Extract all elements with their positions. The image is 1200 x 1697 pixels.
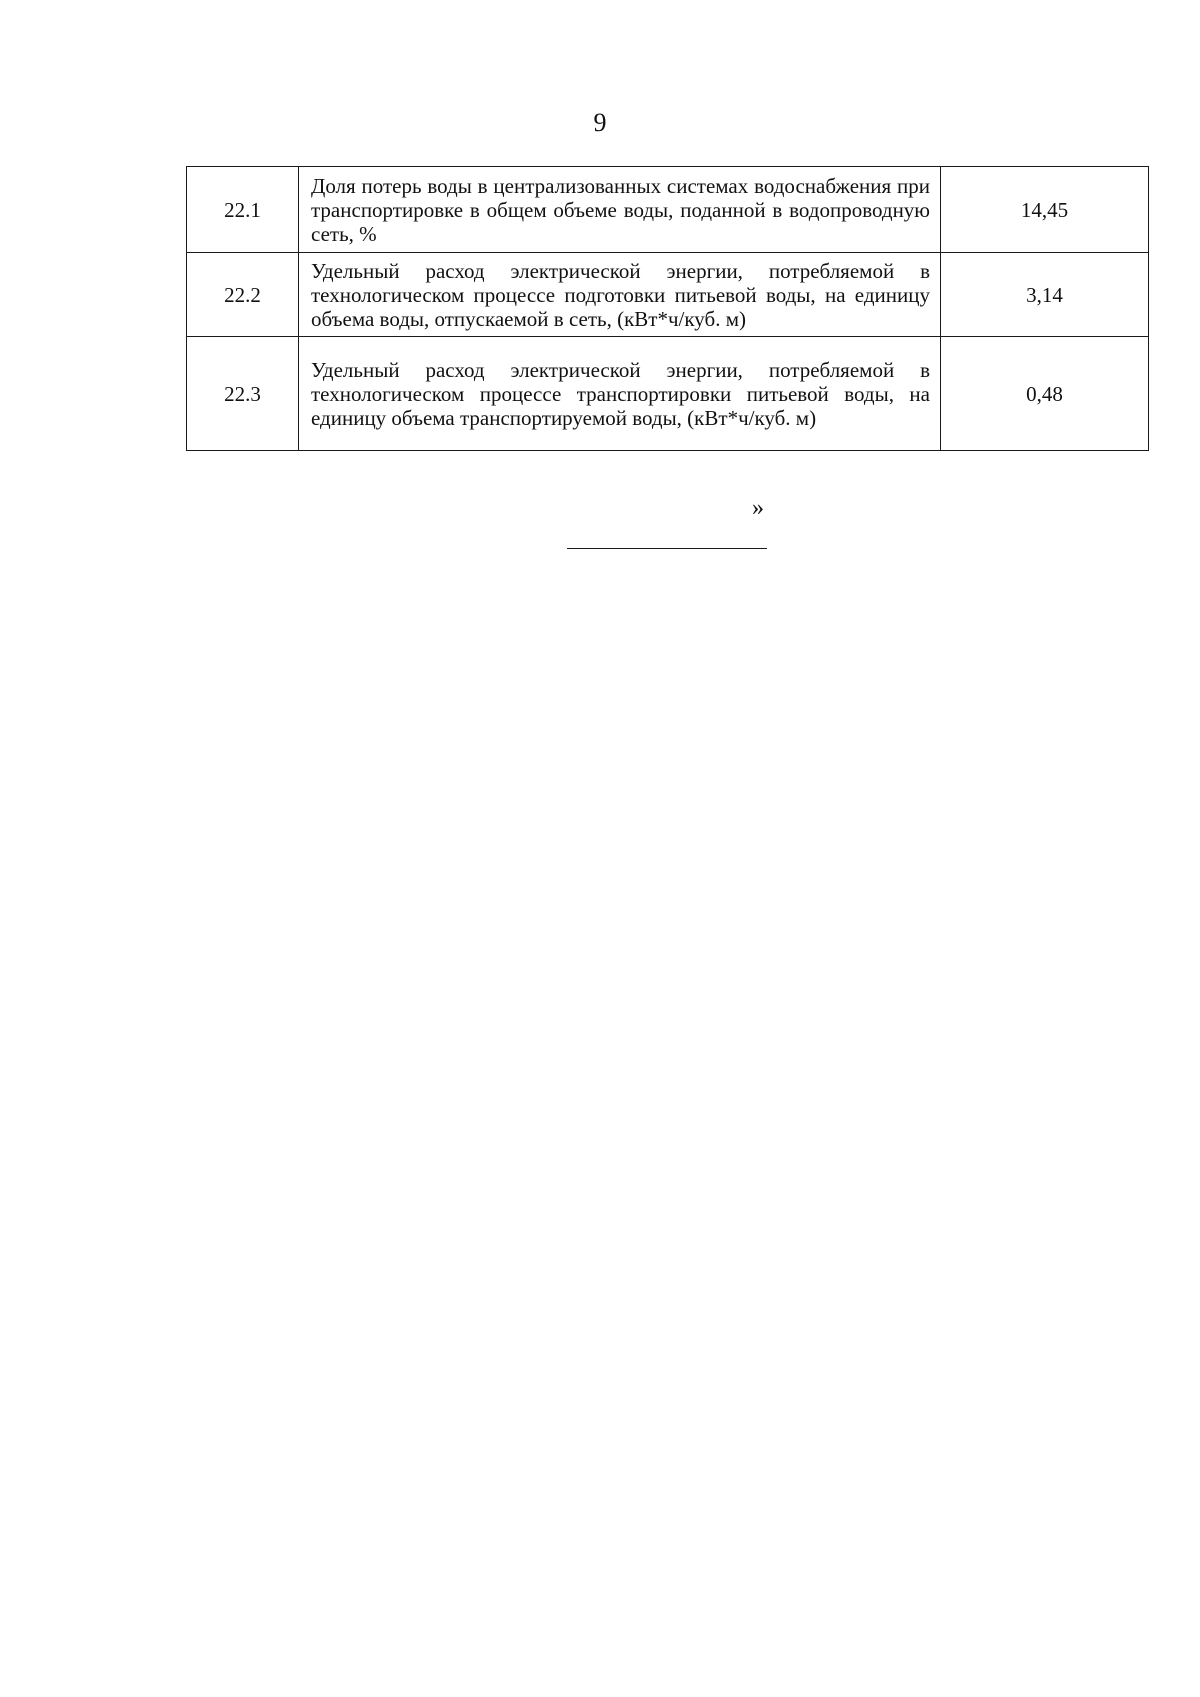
end-rule-divider xyxy=(567,548,767,549)
indicator-name: Удельный расход электрической энергии, потребляемой в технологическом процессе подготовки питьевой воды, на единицу объема воды, отпускаемой в сеть, (кВт*ч/куб. м) xyxy=(299,253,941,337)
table-row xyxy=(187,167,1149,253)
indicators-table xyxy=(186,166,1149,451)
row-number: 22.1 xyxy=(187,167,299,253)
table-row xyxy=(187,337,1149,451)
closing-quote-mark: » xyxy=(752,495,764,521)
indicator-name: Доля потерь воды в централизованных системах водоснабжения при транспортировке в общем объеме воды, поданной в водопроводную сеть, % xyxy=(299,167,941,253)
page-number: 9 xyxy=(593,108,607,137)
indicator-value: 0,48 xyxy=(941,337,1149,451)
indicator-value: 3,14 xyxy=(941,253,1149,337)
row-number: 22.3 xyxy=(187,337,299,451)
row-number: 22.2 xyxy=(187,253,299,337)
indicator-name: Удельный расход электрической энергии, потребляемой в технологическом процессе транспортировки питьевой воды, на единицу объема транспортируемой воды, (кВт*ч/куб. м) xyxy=(299,337,941,451)
indicator-value: 14,45 xyxy=(941,167,1149,253)
table-row xyxy=(187,253,1149,337)
